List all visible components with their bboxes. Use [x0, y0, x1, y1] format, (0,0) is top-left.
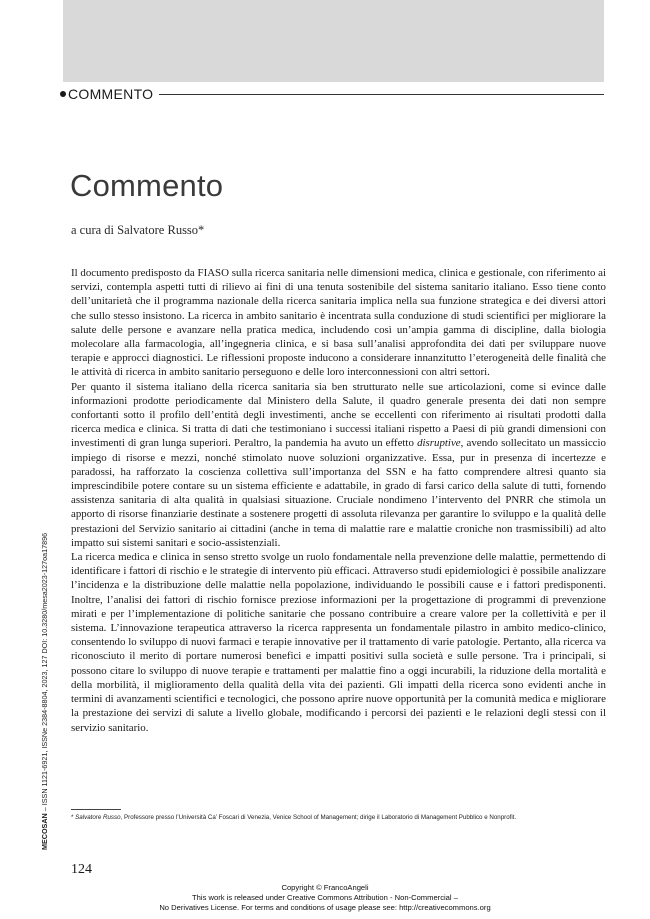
page-title: Commento — [70, 168, 224, 203]
header-rule — [159, 94, 604, 95]
journal-side-info — [40, 533, 49, 850]
paragraph-3: La ricerca medica e clinica in senso stretto svolge un ruolo fondamentale nella prevenzione delle malattie, permettendo di identificare i fattori di rischio e le strategie di intervento più efficaci. Attraverso studi epidemiologici è possibile analizzare l’incidenza e la distribuzione delle malattie nella popolazione, individuando le possibili cause e i fattori predisponenti. Inoltre, l’analisi dei fattori di rischio fornisce preziose informazioni per la progettazione di programmi di prevenzione mirati e per l’implementazione di politiche sanitarie che possano contribuire a creare valore per la collettività e per il sistema. L’innovazione terapeutica attraverso la ricerca rappresenta un fondamentale pilastro in ambito medico-clinico, consentendo lo sviluppo di nuovi farmaci e terapie innovative per il trattamento di varie patologie. Pertanto, alla ricerca va riconosciuto il merito di portare numerosi benefici e impatti positivi sulla società e sulle persone. Tra i principali, si possono citare lo sviluppo di nuove terapie e trattamenti per malattie fino a oggi incurabili, la riduzione della mortalità e della morbilità, il miglioramento della qualità della vita dei pazienti. Gli impatti della ricerca sono evidenti anche in termini di avanzamenti scientifici e tecnologici, che possono aprire nuove opportunità per la comunità medica e migliorare la prestazione dei servizi di salute a livello globale, modificando i percorsi dei pazienti e le relazioni degli stessi con il servizio sanitario. — [71, 551, 606, 734]
section-label: COMMENTO — [68, 86, 154, 102]
copyright-notice — [0, 883, 650, 913]
journal-name: MECOSAN — [40, 813, 49, 850]
journal-details: – ISSN 1121-6921, ISSNe 2384-8804, 2023, 127 DOI: 10.3280/mesa2023-127oa17896 — [40, 532, 49, 814]
footnote-name: Salvatore Russo — [75, 814, 121, 821]
paragraph-2-end: , avendo sollecitato un massiccio impiego di risorse e mezzi, nonché stimolato nuove soluzioni organizzative. Essa, pur in presenza di incertezze e paradossi, ha rafforzato la coscienza collettiva sull’importanza del SSN e ha fatto comprendere altresì quanto sia imprescindibile potere contare su un sistema efficiente e adattabile, in grado di farsi carico della salute di tutti, fornendo assistenza sanitaria di alta qualità in qualsiasi situazione. Cruciale nondimeno l’intervento del PNRR che stimola un apporto di risorse finanziarie destinate a sostenere progetti di assoluta rilevanza per garantire lo sviluppo e la qualità delle prestazioni del Servizio sanitario ai cittadini (anche in tema di malattie rare e malattie croniche non trasmissibili) ad alto impatto sui sistemi sanitari e socio-assistenziali. — [71, 437, 606, 549]
bullet-icon — [60, 91, 66, 97]
header-band — [63, 0, 604, 82]
copyright-line-3: No Derivatives License. For terms and conditions of usage please see: http://creativecommons.org — [159, 903, 491, 912]
paragraph-2 — [71, 380, 606, 550]
paragraph-1: Il documento predisposto da FIASO sulla ricerca sanitaria nelle dimensioni medica, clinica e gestionale, con riferimento ai servizi, contempla aspetti tutti di rilievo ai fini di una tenuta sostenibile del sistema sanitario italiano. Esso tiene conto dell’unitarietà che il programma nazionale della ricerca sanitaria implica nella sua funzione strategica e dei diversi attori che sullo stesso insistono. La ricerca in ambito sanitario è incentrata sulla conduzione di studi scientifici per migliorare la salute delle persone e avanzare nella pratica medica, includendo così un’ampia gamma di discipline, dalla biologia molecolare alla farmacologia, all’ingegneria clinica, e si basa sull’analisi approfondita dei dati per sviluppare nuove terapie e approcci diagnostici. Le riflessioni proposte inducono a considerare innanzitutto l’eterogeneità delle finalità che le attività di ricerca in ambito sanitario perseguono e delle loro interconnessioni con altri settori. — [71, 267, 606, 379]
footnote-rule — [71, 809, 121, 810]
paragraph-2-start: Per quanto il sistema italiano della ricerca sanitaria sia ben strutturato nelle sue articolazioni, come si evince dalle informazioni prodotte periodicamente dal Ministero della Salute, il quadro generale presenta dei dati non sempre confortanti sotto il profilo dell’entità degli investimenti, anche se eccellenti con riferimento ai risultati prodotti dalla ricerca medica e clinica. Si tratta di dati che testimoniano i successi italiani rispetto a Paesi di più grandi dimensioni con investimenti di gran lunga superiori. Peraltro, la pandemia ha avuto un effetto — [71, 380, 606, 450]
article-body — [71, 266, 606, 735]
copyright-line-2: This work is released under Creative Commons Attribution - Non-Commercial – — [192, 893, 458, 902]
page-number: 124 — [71, 862, 92, 877]
copyright-line-1: Copyright © FrancoAngeli — [281, 883, 369, 892]
byline: a cura di Salvatore Russo* — [71, 223, 205, 237]
footnote-marker: * — [71, 814, 74, 821]
paragraph-2-italic: disruptive — [417, 437, 461, 450]
footnote-text: , Professore presso l’Università Ca’ Foscari di Venezia, Venice School of Management; dirige il Laboratorio di Management Pubblico e Nonprofit. — [120, 814, 517, 821]
footnote — [71, 814, 611, 821]
section-header — [60, 86, 604, 102]
